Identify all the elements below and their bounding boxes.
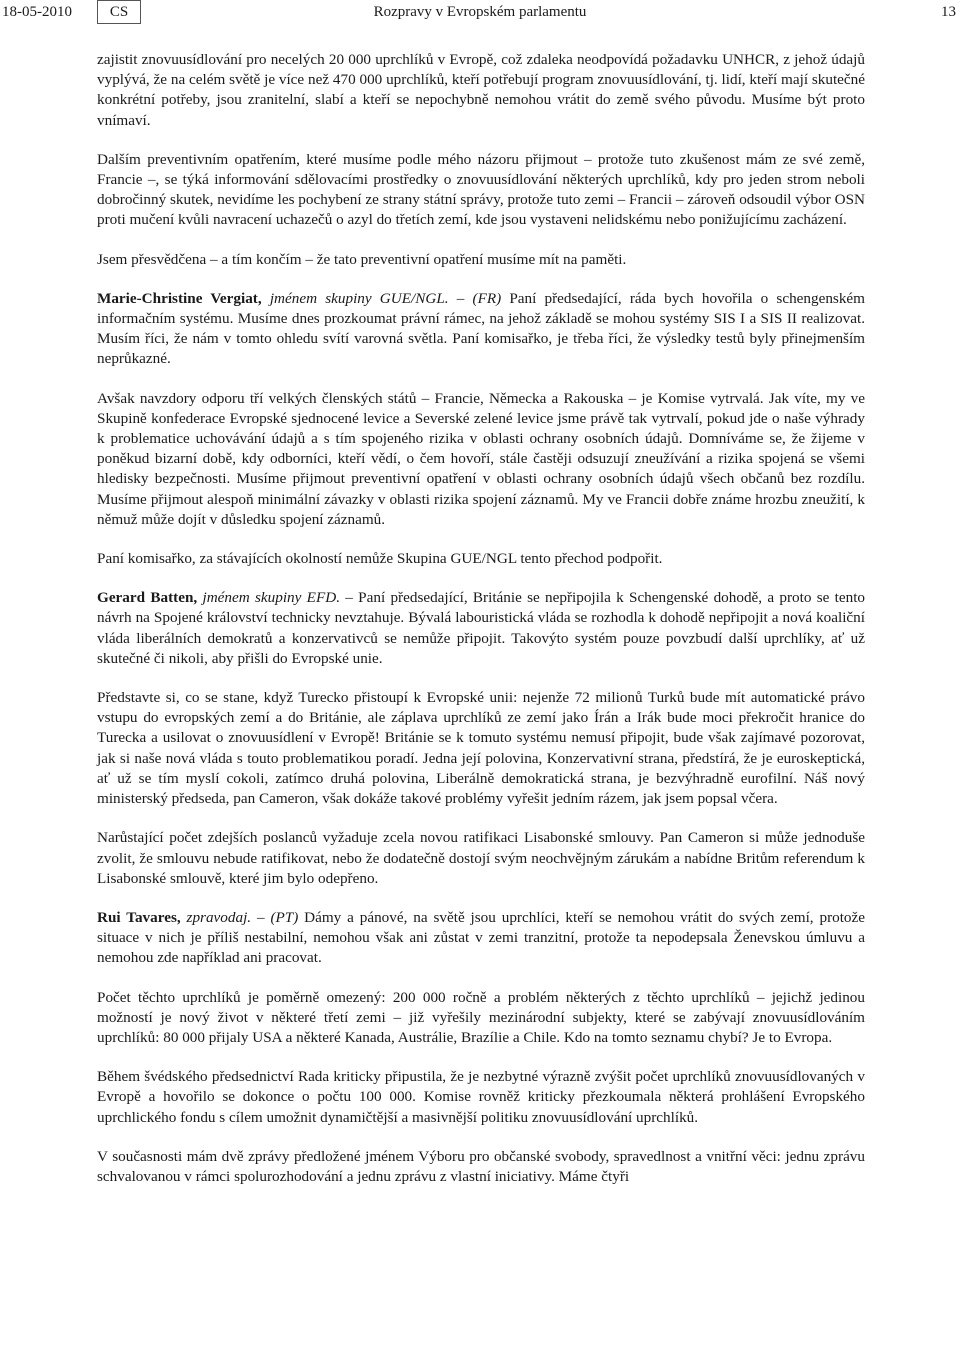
paragraph: [97, 988, 865, 1049]
paragraph: [97, 1147, 865, 1187]
paragraph: [97, 828, 865, 889]
paragraph-text: Avšak navzdory odporu tří velkých členských států – Francie, Německa a Rakouska – je Komise vytrvalá. Jak víte, my ve Skupině konfederace Evropské sjednocené levice a Severské zelené levice jsme právě tak vytrvalí, pokud jde o naše výhrady k problematice uchovávání údajů a s tím spojeného rizika v oblasti ochrany osobních údajů. Domníváme se, že žijeme v poněkud bizarní době, kdy odborníci, kteří vědí, o čem hovoří, stále častěji odsuzují zneužívání a rizika spojená se všemi hledisky bezpečnosti. Musíme přijmout preventivní opatření v oblasti ochrany osobních údajů všech občanů bez rozdílu. Musíme přijmout alespoň minimální závazky v oblasti rizika spojení záznamů. My ve Francii dobře známe hrozbu zneužití, k němuž může dojít v důsledku spojení záznamů.: [97, 389, 865, 528]
speaker-name: Marie-Christine Vergiat,: [97, 289, 262, 307]
paragraph: [97, 150, 865, 231]
page-header: [0, 0, 960, 26]
speech-paragraph: Rui Tavares, zpravodaj. – (PT) Dámy a pánové, na světě jsou uprchlíci, kteří se nemohou vrátit do svých zemí, protože situace v nich je příliš nestabilní, nemohou však ani zůstat v zemi tranzitní, protože ta nepodepsala Ženevskou úmluvu a nemohou zde například ani pracovat.: [97, 908, 866, 967]
paragraph-text: Paní komisařko, za stávajících okolností nemůže Skupina GUE/NGL tento přechod podpořit.: [97, 550, 663, 568]
speech-paragraph: Marie-Christine Vergiat, jménem skupiny GUE/NGL. – (FR) Paní předsedající, ráda bych hovořila o schengenském informačním systému. Musíme dnes prozkoumat právní rámec, na jehož základě se mohou systémy SIS I a SIS II realizovat. Musím říci, že nám v tomto ohledu svítí varovná světla. Paní komisařko, je třeba říci, že výsledky testů byly přinejmenším neprůkazné.: [97, 289, 865, 368]
paragraph: [97, 250, 865, 270]
speaker-role: jménem skupiny GUE/NGL.: [269, 289, 449, 307]
paragraph-text: Představte si, co se stane, když Turecko přistoupí k Evropské unii: nejenže 72 milionů Turků bude mít automatické právo vstupu do evropských zemí a do Británie, ale záplava uprchlíků ze zemí jako Írán a Irák bude moci překročit hranice do Turecka a usilovat o znovuusídlení v Evropě! Británie se k tomuto systému nemusí připojit, bude však zajímavé pozorovat, jak si naše nová vláda s touto problematikou poradí. Jedna její polovina, Konzervativní strana, předstírá, že je euroskeptická, ať už se tím myslí cokoli, zatímco druhá polovina, Liberálně demokratická strana, je bezvýhradně eurofilní. Náš nový ministerský předseda, pan Cameron, však dokáže takové problémy vyřešit jedním rázem, jak jsem popsal včera.: [97, 689, 865, 808]
paragraph: [97, 688, 865, 809]
speech-paragraph: [97, 588, 865, 669]
paragraph: [97, 1067, 865, 1128]
speaker-name: Rui Tavares,: [97, 908, 181, 926]
paragraph-text: Dámy a pánové, na světě jsou uprchlíci, kteří se nemohou vrátit do svých zemí, protože situace v nich je příliš nestabilní, nemohou však ani zůstat v zemi tranzitní, protože ta nepodepsala Ženevskou úmluvu a nemohou zde například ani pracovat.: [97, 908, 866, 967]
paragraph-text: Během švédského předsednictví Rada kriticky připustila, že je nezbytné výrazně zvýšit počet uprchlíků znovuusídlovaných v Evropě a hovořilo se dokonce o počtu 100 000. Komise rovněž kriticky přezkoumala některá prohlášení Evropského uprchlického fondu s cílem umožnit dynamičtější a masivnější politiku znovuusídlování uprchlíků.: [97, 1068, 865, 1126]
paragraph-text: – Paní předsedající, Británie se nepřipojila k Schengenské dohodě, a proto se tento návrh na Spojené království technicky nevztahuje. Bývalá labouristická vláda se rozhodla k dohodě nepřipojit a nová koaliční vláda liberálních demokratů a konzervativců se nemůže připojit. Takovýto systém pouze povzbudí další uprchlíky, ať už skutečné či nikoli, aby přišli do Evropské unie.: [97, 589, 866, 667]
paragraph-text: Jsem přesvědčena – a tím končím – že tato preventivní opatření musíme mít na paměti.: [97, 250, 627, 268]
language-tag: (PT): [270, 908, 299, 926]
document-body: [97, 50, 865, 1206]
page-number: 13: [941, 4, 956, 20]
header-date: 18-05-2010: [2, 4, 72, 20]
paragraph-text: Dalším preventivním opatřením, které musíme podle mého názoru přijmout – protože tuto zkušenost mám ze své země, Francie –, se týká informování sdělovacími prostředky o znovuusídlování některých uprchlíků, kdy pro jeden strom neboli dobročinný skutek, nevidíme les pochybení ze strany státní správy, protože tuto zemi – Francii – zároveň odsoudil výbor OSN proti mučení kvůli navracení uchazečů o azyl do třetích zemí, kde jsou vystaveni nelidskému nebo ponižujícímu zacházení.: [97, 150, 865, 229]
paragraph-text: V současnosti mám dvě zprávy předložené jménem Výboru pro občanské svobody, spravedlnost a vnitřní věci: jednu zprávu schvalovanou v rámci spolurozhodování a jednu zprávu z vlastní iniciativy. Máme čtyři: [97, 1147, 865, 1185]
paragraph-text: Narůstající počet zdejších poslanců vyžaduje zcela novou ratifikaci Lisabonské smlouvy. Pan Cameron si může jednoduše zvolit, že smlouvu nebude ratifikovat, nebo že dodatečně dostojí svým neochvějným zárukám a nabídne Britům referendum k Lisabonské smlouvě, které jim bylo odepřeno.: [97, 829, 865, 887]
paragraph: [97, 549, 865, 569]
speaker-role: zpravodaj.: [186, 908, 252, 926]
paragraph-text: zajistit znovuusídlování pro necelých 20 000 uprchlíků v Evropě, což zdaleka neodpovídá požadavku UNHCR, z jehož údajů vyplývá, že na celém světě je více než 470 000 uprchlíků, kteří potřebují program znovuusídlování, tj. lidí, kteří mají skutečné konkrétní potřeby, jsou zranitelní, slabí a kteří se nepochybně nemohou vrátit do země svého původu. Musíme být proto vnímaví.: [97, 51, 865, 129]
paragraph-text: Počet těchto uprchlíků je poměrně omezený: 200 000 ročně a problém některých z těchto uprchlíků – jejichž jedinou možností je nový život v některé třetí zemi – již vyřešily mezinárodní subjekty, které se zabývají znovuusídlováním uprchlíků: 80 000 přijaly USA a některé Kanada, Austrálie, Brazílie a Chile. Kdo na tomto seznamu chybí? Je to Evropa.: [97, 988, 865, 1046]
header-title: Rozpravy v Evropském parlamentu: [373, 4, 587, 20]
paragraph: [97, 50, 865, 131]
speaker-role: jménem skupiny EFD.: [202, 589, 340, 607]
language-tag: (FR): [472, 289, 502, 307]
language-badge: CS: [97, 0, 141, 24]
paragraph-text: Paní předsedající, ráda bych hovořila o schengenském informačním systému. Musíme dnes prozkoumat právní rámec, na jehož základě se mohou systémy SIS I a SIS II realizovat. Musím říci, že nám v tomto ohledu svítí varovná světla. Paní komisařko, je třeba říci, že výsledky testů byly přinejmenším neprůkazné.: [97, 289, 865, 368]
paragraph: [97, 389, 865, 530]
speaker-name: Gerard Batten,: [97, 589, 198, 607]
